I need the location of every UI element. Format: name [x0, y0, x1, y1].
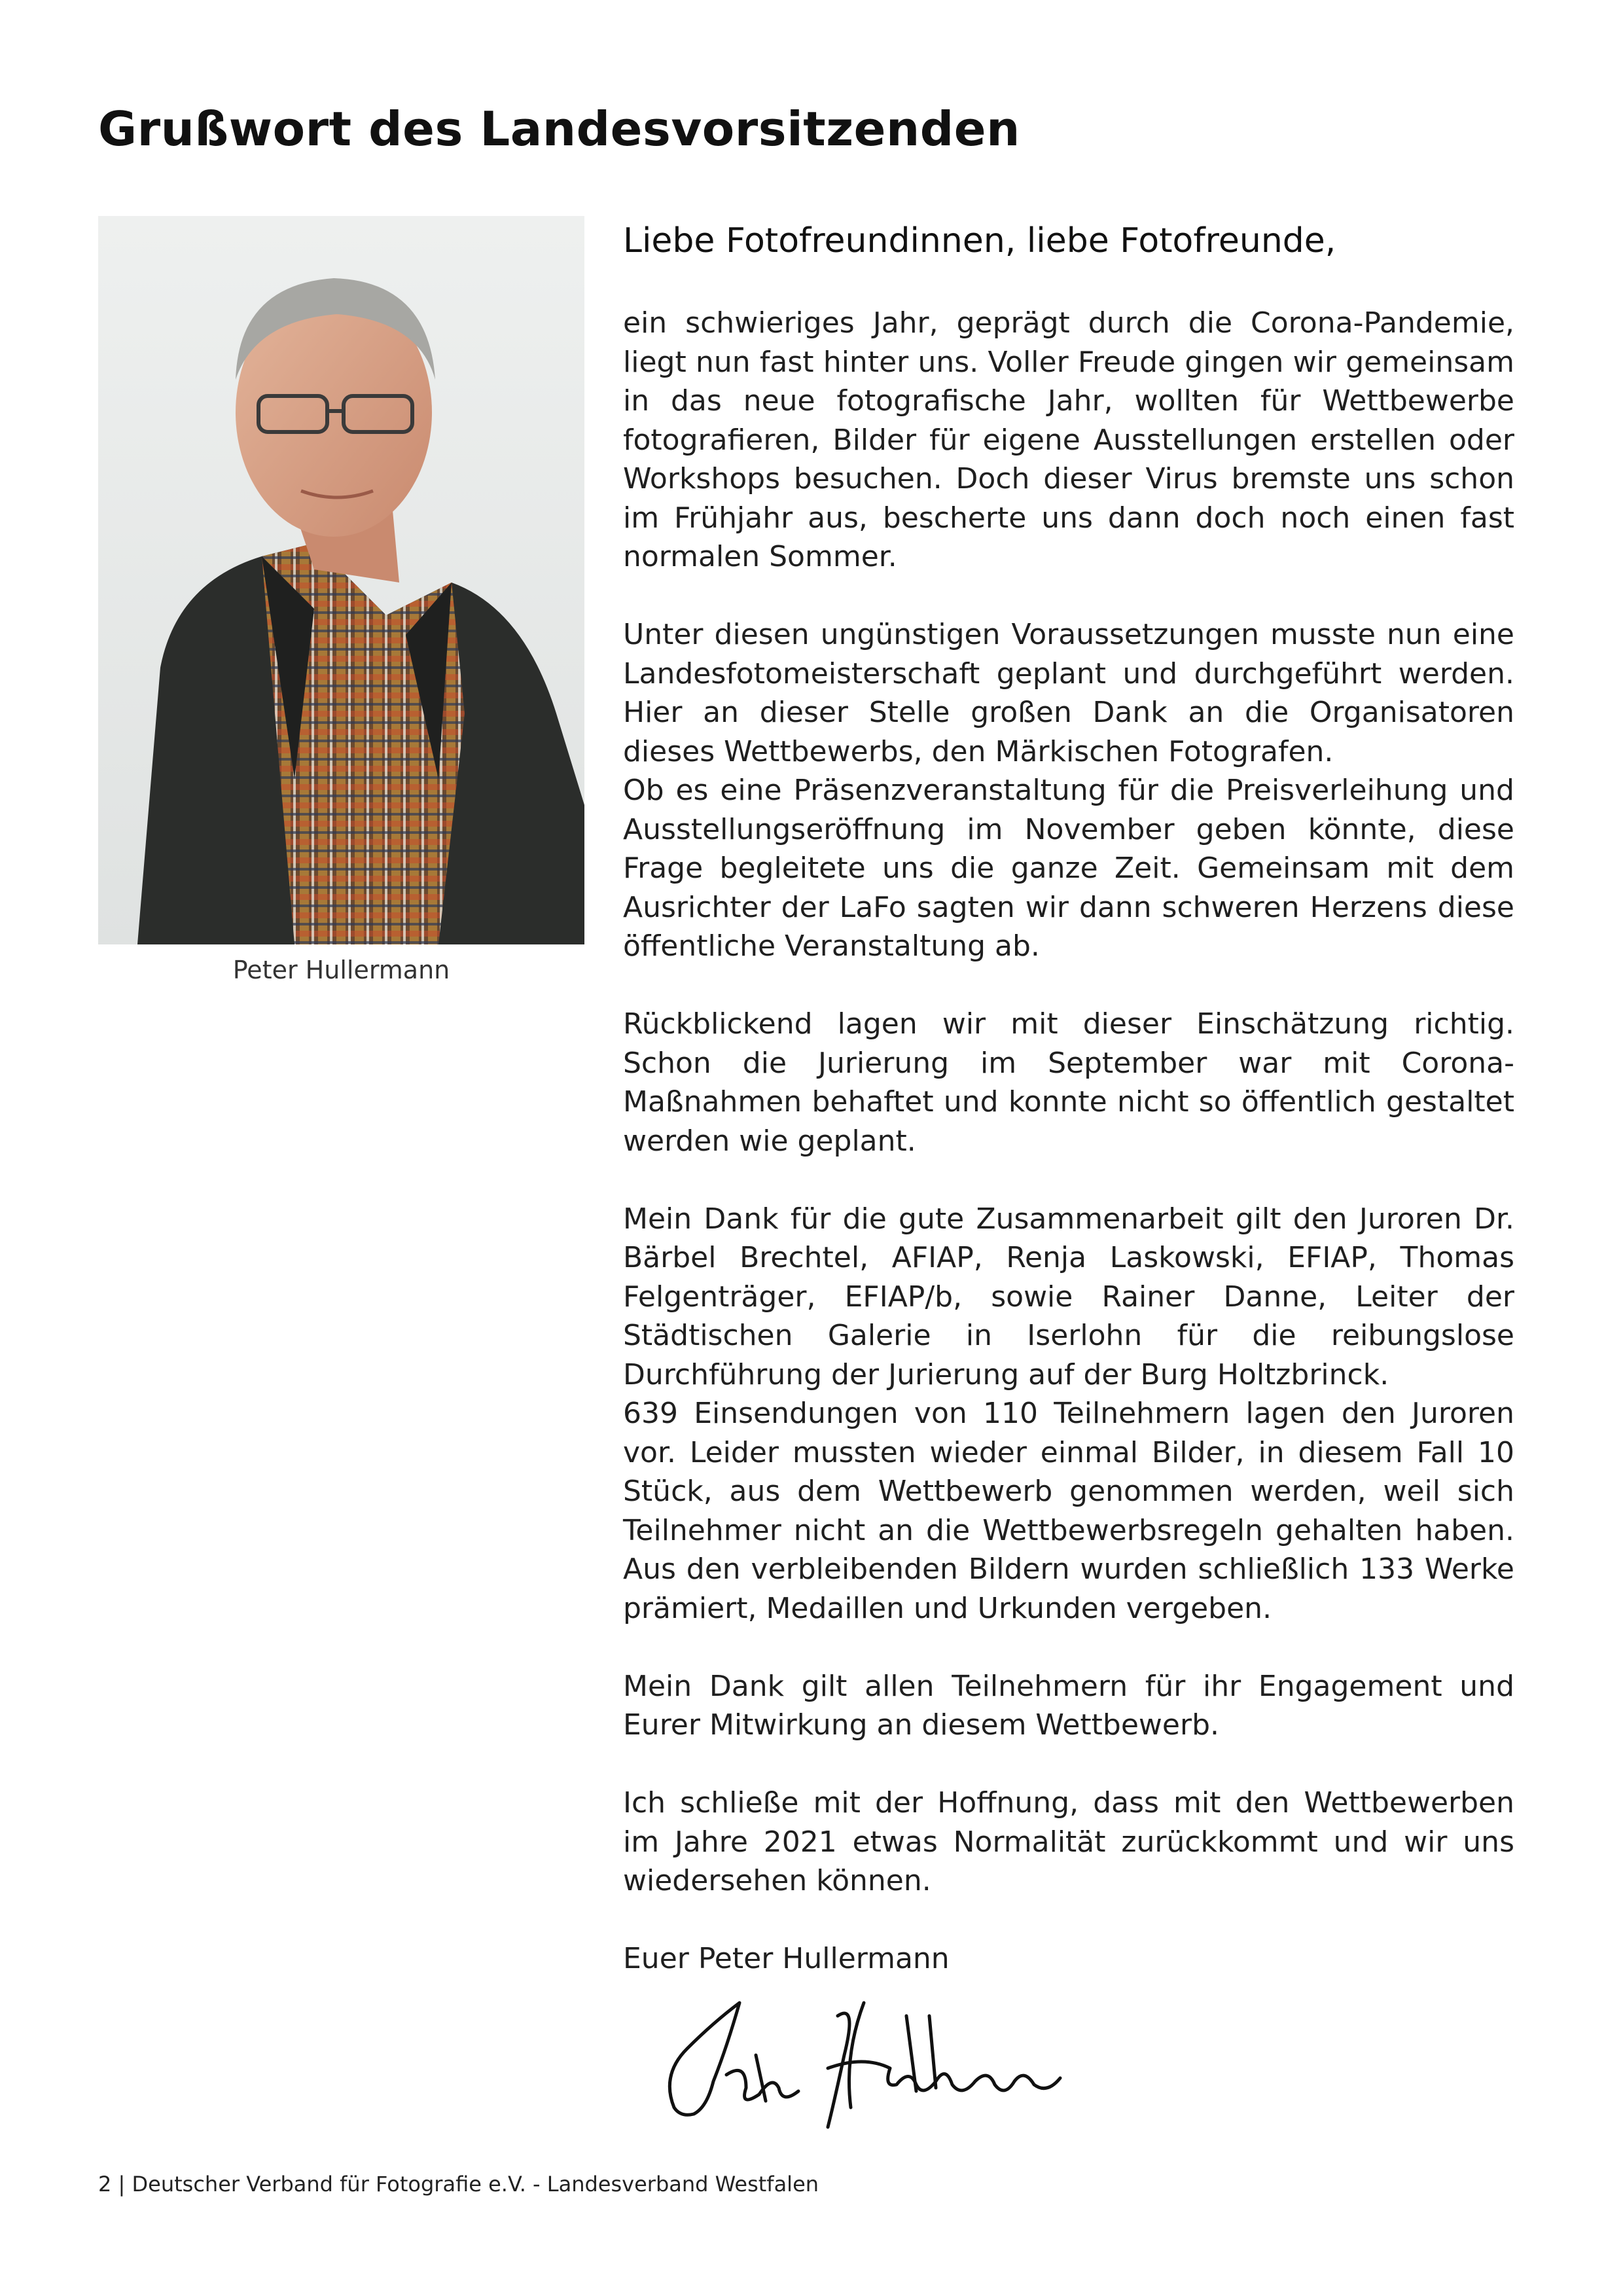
page-title: Grußwort des Landesvorsitzenden	[98, 101, 1020, 156]
letter-salutation: Liebe Fotofreundinnen, liebe Fotofreunde,	[623, 221, 1336, 260]
portrait-photo	[98, 216, 584, 944]
letter-paragraph: Unter diesen ungünstigen Voraussetzungen musste nun eine Landesfotomeisterschaft geplant und durchgeführt werden. Hier an dieser Stelle großen Dank an die Organisatoren dieses Wettbewerbs, den Märkischen Fotografen.	[623, 618, 1514, 768]
letter-closing: Euer Peter Hullermann	[623, 1942, 950, 1975]
handwritten-signature	[648, 1977, 1073, 2147]
letter-paragraph: 639 Einsendungen von 110 Teilnehmern lagen den Juroren vor. Leider mussten wieder einmal Bilder, in diesem Fall 10 Stück, aus dem Wettbewerb genommen werden, weil sich Teilnehmer nicht an die Wettbewerbsregeln gehalten haben. Aus den verbleibenden Bildern wurden schließlich 133 Werke prämiert, Medaillen und Urkunden vergeben.	[623, 1397, 1514, 1625]
letter-paragraph: ein schwieriges Jahr, geprägt durch die Corona-Pandemie, liegt nun fast hinter uns. Voller Freude gingen wir gemeinsam in das neue fotografische Jahr, wollten für Wettbewerbe fotografieren, Bilder für eigene Ausstellungen erstellen oder Workshops besuchen. Doch dieser Virus bremste uns schon im Frühjahr aus, bescherte uns dann doch noch einen fast normalen Sommer.	[623, 306, 1514, 573]
letter-paragraph: Rückblickend lagen wir mit dieser Einschätzung richtig. Schon die Jurierung im September war mit Corona-Maßnahmen behaftet und konnte nicht so öffentlich gestaltet werden wie geplant.	[623, 1007, 1514, 1158]
letter-paragraph: Ich schließe mit der Hoffnung, dass mit den Wettbewerben im Jahre 2021 etwas Normalität zurückkommt und wir uns wiedersehen können.	[623, 1786, 1514, 1897]
letter-paragraph: Ob es eine Präsenzveranstaltung für die Preisverleihung und Ausstellungseröffnung im November geben könnte, diese Frage begleitete uns die ganze Zeit. Gemeinsam mit dem Ausrichter der LaFo sagten wir dann schweren Herzens diese öffentliche Veranstaltung ab.	[623, 774, 1514, 963]
portrait-illustration	[98, 216, 584, 944]
portrait-caption: Peter Hullermann	[232, 956, 450, 984]
letter-paragraph: Mein Dank gilt allen Teilnehmern für ihr Engagement und Eurer Mitwirkung an diesem Wettbewerb.	[623, 1669, 1514, 1742]
letter-body	[623, 221, 1514, 1979]
page-footer: 2 | Deutscher Verband für Fotografie e.V. - Landesverband Westfalen	[98, 2172, 819, 2197]
letter-paragraph: Mein Dank für die gute Zusammenarbeit gilt den Juroren Dr. Bärbel Brechtel, AFIAP, Renja Laskowski, EFIAP, Thomas Felgenträger, EFIAP/b, sowie Rainer Danne, Leiter der Städtischen Galerie in Iserlohn für die reibungslose Durchführung der Jurierung auf der Burg Holtzbrinck.	[623, 1202, 1514, 1391]
